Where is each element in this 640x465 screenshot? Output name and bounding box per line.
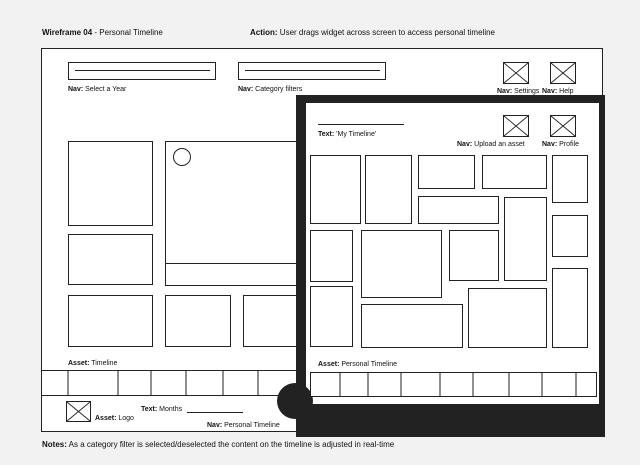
- content-tile[interactable]: [68, 295, 153, 347]
- logo-icon: [66, 401, 91, 422]
- settings-icon[interactable]: [503, 62, 529, 84]
- personal-content-tile[interactable]: [482, 155, 547, 189]
- drag-handle[interactable]: [277, 383, 313, 419]
- timeline-ticks: [41, 370, 301, 396]
- wireframe-title: Wireframe 04 - Personal Timeline: [42, 28, 163, 37]
- upload-label: Nav: Upload an asset: [457, 141, 525, 148]
- avatar: [173, 148, 191, 166]
- settings-label: Nav: Settings: [497, 88, 540, 95]
- action-description: Action: User drags widget across screen to access personal timeline: [250, 28, 495, 37]
- content-tile[interactable]: [243, 295, 299, 347]
- months-label: Text: Months: [141, 406, 183, 413]
- help-label: Nav: Help: [542, 88, 574, 95]
- personal-content-tile[interactable]: [418, 155, 475, 189]
- logo-label: Asset: Logo: [95, 415, 134, 422]
- personal-content-tile[interactable]: [418, 196, 499, 224]
- personal-content-tile[interactable]: [310, 155, 361, 224]
- months-line: [187, 412, 243, 413]
- personal-content-tile[interactable]: [468, 288, 547, 348]
- category-filter-label: Nav: Category filters: [238, 86, 303, 93]
- personal-content-tile[interactable]: [552, 215, 588, 257]
- my-timeline-underline: [318, 124, 404, 125]
- personal-content-tile[interactable]: [449, 230, 499, 281]
- personal-content-tile[interactable]: [504, 197, 547, 281]
- select-year-dropdown[interactable]: [68, 62, 216, 80]
- notes: Notes: As a category filter is selected/deselected the content on the timeline is adjusted in real-time: [42, 440, 395, 449]
- personal-timeline-nav-label: Nav: Personal Timeline: [207, 422, 280, 429]
- upload-icon[interactable]: [503, 115, 529, 137]
- content-tile[interactable]: [68, 234, 153, 285]
- personal-content-tile[interactable]: [361, 304, 463, 348]
- profile-label: Nav: Profile: [542, 141, 579, 148]
- category-filter-dropdown[interactable]: [238, 62, 386, 80]
- personal-timeline-asset-label: Asset: Personal Timeline: [318, 361, 397, 368]
- personal-timeline-ticks: [310, 372, 597, 397]
- personal-content-tile[interactable]: [310, 230, 353, 282]
- personal-content-tile[interactable]: [361, 230, 442, 298]
- personal-content-tile[interactable]: [552, 268, 588, 348]
- personal-content-tile[interactable]: [552, 155, 588, 203]
- personal-content-tile[interactable]: [310, 286, 353, 347]
- featured-content-tile[interactable]: [165, 141, 297, 286]
- select-year-label: Nav: Select a Year: [68, 86, 127, 93]
- profile-icon[interactable]: [550, 115, 576, 137]
- personal-content-tile[interactable]: [365, 155, 412, 224]
- my-timeline-title: Text: 'My Timeline': [318, 131, 377, 138]
- content-tile[interactable]: [68, 141, 153, 226]
- timeline-asset-label: Asset: Timeline: [68, 360, 118, 367]
- help-icon[interactable]: [550, 62, 576, 84]
- content-tile[interactable]: [165, 295, 231, 347]
